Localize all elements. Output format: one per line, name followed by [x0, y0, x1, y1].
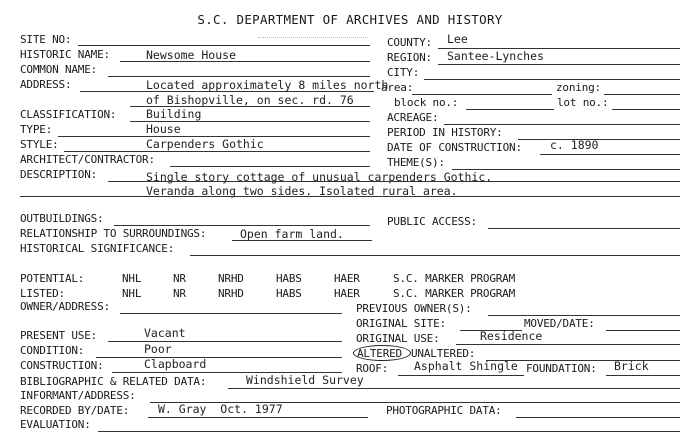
type-label: TYPE:: [20, 123, 53, 136]
style-line: [64, 151, 370, 152]
themes-label: THEME(S):: [387, 156, 445, 169]
type-value: House: [146, 122, 181, 136]
architect-line: [170, 166, 370, 167]
listed-nr: NR: [173, 287, 186, 300]
significance-line: [190, 255, 680, 256]
potential-nhl: NHL: [122, 272, 142, 285]
significance-label: HISTORICAL SIGNIFICANCE:: [20, 242, 175, 255]
listed-nrhd: NRHD: [218, 287, 244, 300]
area-line: [412, 94, 552, 95]
recorded-by-label: RECORDED BY/DATE:: [20, 404, 130, 417]
address-value-line1: Located approximately 8 miles north: [146, 78, 389, 92]
original-use-label: ORIGINAL USE:: [356, 332, 440, 345]
relationship-value: Open farm land.: [240, 227, 344, 241]
region-line: [438, 64, 680, 65]
block-no-label: block no.:: [394, 96, 459, 109]
site-no-line: [78, 45, 370, 46]
site-no-dots: [258, 37, 368, 38]
description-label: DESCRIPTION:: [20, 168, 98, 181]
period-label: PERIOD IN HISTORY:: [387, 126, 503, 139]
common-name-line: [108, 76, 370, 77]
original-use-value: Residence: [480, 329, 543, 343]
unaltered-label: UNALTERED:: [411, 347, 476, 360]
common-name-label: COMMON NAME:: [20, 63, 98, 76]
county-label: COUNTY:: [387, 36, 432, 49]
listed-marker-program: S.C. MARKER PROGRAM: [393, 287, 516, 300]
form-title: S.C. DEPARTMENT OF ARCHIVES AND HISTORY: [197, 12, 503, 27]
style-value: Carpenders Gothic: [146, 137, 264, 151]
zoning-label: zoning:: [556, 81, 601, 94]
public-access-label: PUBLIC ACCESS:: [387, 215, 477, 228]
lot-no-label: lot no.:: [557, 96, 609, 109]
potential-nrhd: NRHD: [218, 272, 244, 285]
photographic-label: PHOTOGRAPHIC DATA:: [386, 404, 502, 417]
historic-name-value: Newsome House: [146, 48, 237, 62]
county-value: Lee: [447, 32, 468, 46]
foundation-value: Brick: [614, 359, 649, 373]
site-no-label: SITE NO:: [20, 33, 72, 46]
roof-line: [398, 375, 524, 376]
outbuildings-line: [114, 225, 370, 226]
moved-date-label: MOVED/DATE:: [524, 317, 595, 330]
zoning-line: [604, 94, 680, 95]
photographic-line: [516, 417, 680, 418]
original-use-line: [456, 344, 680, 345]
block-no-line: [466, 109, 554, 110]
relationship-label: RELATIONSHIP TO SURROUNDINGS:: [20, 227, 207, 240]
moved-date-line: [606, 330, 680, 331]
informant-label: INFORMANT/ADDRESS:: [20, 389, 136, 402]
acreage-label: ACREAGE:: [387, 111, 439, 124]
potential-nr: NR: [173, 272, 186, 285]
date-construction-line: [540, 154, 680, 155]
construction-label: CONSTRUCTION:: [20, 359, 104, 372]
description-value-line2: Veranda along two sides. Isolated rural area.: [146, 184, 458, 198]
present-use-value: Vacant: [144, 326, 186, 340]
condition-line: [96, 357, 342, 358]
outbuildings-label: OUTBUILDINGS:: [20, 212, 104, 225]
potential-habs: HABS: [276, 272, 302, 285]
historic-name-line: [120, 61, 370, 62]
previous-owners-label: PREVIOUS OWNER(S):: [356, 302, 472, 315]
owner-address-line: [120, 313, 342, 314]
recorded-by-line: [148, 417, 368, 418]
condition-label: CONDITION:: [20, 344, 85, 357]
construction-value: Clapboard: [144, 357, 207, 371]
address-label: ADDRESS:: [20, 78, 72, 91]
city-label: CITY:: [387, 66, 420, 79]
classification-label: CLASSIFICATION:: [20, 108, 117, 121]
relationship-line: [232, 240, 372, 241]
address-value-line2: of Bishopville, on sec. rd. 76: [146, 93, 354, 107]
previous-owners-line: [488, 315, 680, 316]
description-value-line1: Single story cottage of unusual carpenders Gothic.: [146, 170, 493, 184]
present-use-label: PRESENT USE:: [20, 329, 98, 342]
recorded-by-value: W. Gray Oct. 1977: [158, 402, 283, 416]
classification-value: Building: [146, 107, 202, 121]
bibliographic-line: [228, 388, 680, 389]
address-line-1: [80, 91, 374, 92]
evaluation-label: EVALUATION:: [20, 418, 91, 431]
roof-label: ROOF:: [356, 362, 389, 375]
historic-name-label: HISTORIC NAME:: [20, 48, 110, 61]
potential-haer: HAER: [334, 272, 360, 285]
description-line-2: [20, 196, 680, 197]
description-line-1: [108, 181, 680, 182]
listed-haer: HAER: [334, 287, 360, 300]
date-construction-label: DATE OF CONSTRUCTION:: [387, 141, 522, 154]
style-label: STYLE:: [20, 138, 59, 151]
region-label: REGION:: [387, 51, 432, 64]
architect-label: ARCHITECT/CONTRACTOR:: [20, 153, 155, 166]
bibliographic-label: BIBLIOGRAPHIC & RELATED DATA:: [20, 375, 207, 388]
public-access-line: [488, 228, 680, 229]
original-site-label: ORIGINAL SITE:: [356, 317, 446, 330]
foundation-line: [606, 375, 680, 376]
evaluation-line: [98, 431, 680, 432]
listed-habs: HABS: [276, 287, 302, 300]
bibliographic-value: Windshield Survey: [246, 373, 364, 387]
area-label: area:: [381, 81, 414, 94]
period-line: [518, 139, 680, 140]
listed-label: LISTED:: [20, 287, 65, 300]
potential-label: POTENTIAL:: [20, 272, 85, 285]
lot-no-line: [612, 109, 680, 110]
city-line: [424, 79, 680, 80]
altered-label: ALTERED: [357, 347, 402, 360]
acreage-line: [444, 124, 680, 125]
listed-nhl: NHL: [122, 287, 142, 300]
owner-address-label: OWNER/ADDRESS:: [20, 300, 110, 313]
roof-value: Asphalt Shingle: [414, 359, 518, 373]
potential-marker-program: S.C. MARKER PROGRAM: [393, 272, 516, 285]
region-value: Santee-Lynches: [447, 49, 544, 63]
condition-value: Poor: [144, 342, 172, 356]
date-construction-value: c. 1890: [550, 138, 599, 152]
altered-circled-mark: [353, 345, 411, 361]
foundation-label: FOUNDATION:: [526, 362, 597, 375]
